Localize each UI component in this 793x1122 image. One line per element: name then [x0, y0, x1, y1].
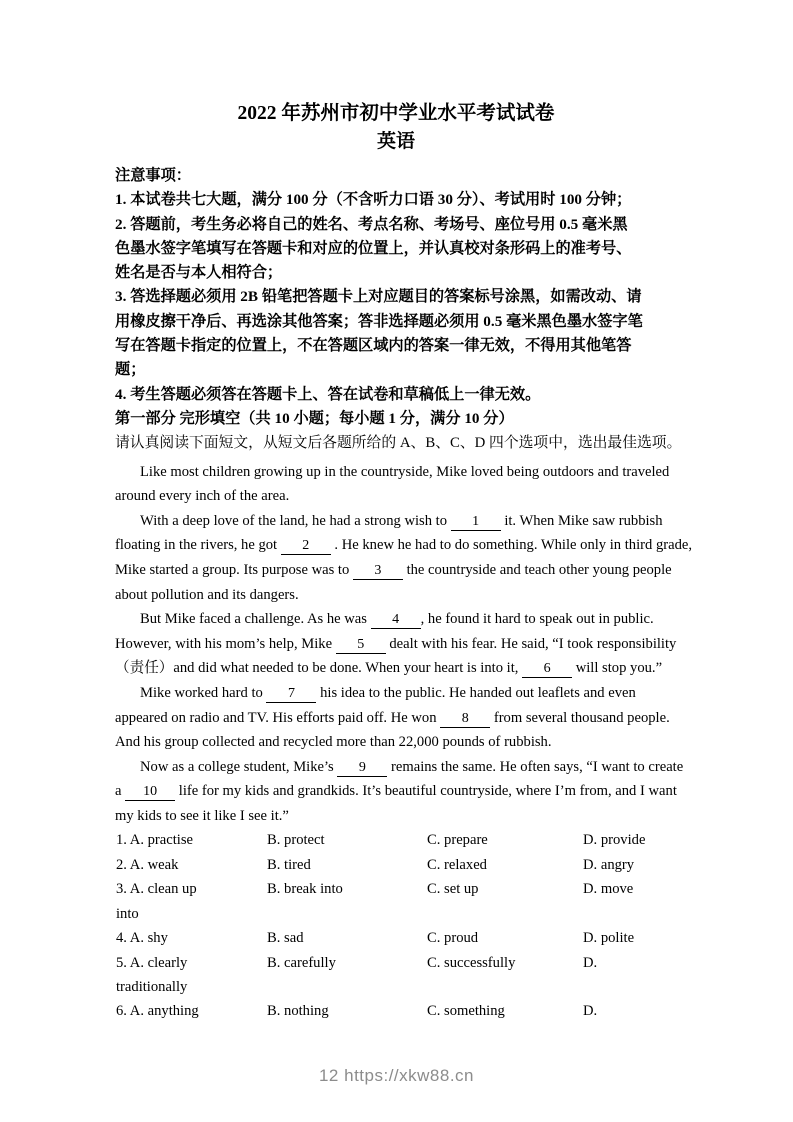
passage-line: floating in the rivers, he got 2 . He knew he had to do something. While only in third grade,	[115, 537, 693, 554]
option-overflow: traditionally	[116, 978, 188, 995]
cloze-blank-8: 8	[440, 711, 490, 728]
option-row	[116, 951, 677, 975]
section-heading: 第一部分 完形填空（共 10 小题；每小题 1 分，满分 10 分）	[115, 409, 514, 427]
option-row	[116, 926, 677, 950]
cloze-blank-1: 1	[451, 514, 501, 531]
option-cell: B. tired	[267, 856, 311, 873]
option-cell: B. nothing	[267, 1003, 329, 1020]
option-cell: D. move	[583, 881, 634, 898]
cloze-blank-5: 5	[336, 637, 386, 654]
notice-line: 1. 本试卷共七大题，满分 100 分（不含听力口语 30 分）、考试用时 100 分钟；	[115, 191, 632, 209]
notice-line: 2. 答题前，考生务必将自己的姓名、考点名称、考场号、座位号用 0.5 毫米黑	[115, 215, 628, 233]
passage-line: around every inch of the area.	[115, 488, 290, 505]
option-cell: 2. A. weak	[116, 856, 179, 873]
passage-line: Mike started a group. Its purpose was to 3 the countryside and teach other young people	[115, 561, 672, 578]
passage-line: With a deep love of the land, he had a strong wish to 1 it. When Mike saw rubbish	[140, 512, 663, 529]
footer-url: https://xkw88.cn	[344, 1066, 475, 1085]
passage-line: （责任）and did what needed to be done. When your heart is into it, 6 will stop you.”	[115, 660, 663, 677]
option-cell: D. polite	[583, 930, 635, 947]
passage-line: Like most children growing up in the countryside, Mike loved being outdoors and traveled	[140, 463, 670, 480]
option-row	[116, 999, 677, 1023]
cloze-blank-4: 4	[371, 612, 421, 629]
option-cell: D.	[583, 1003, 598, 1020]
option-cell: D. angry	[583, 856, 635, 873]
cloze-blank-2: 2	[281, 538, 331, 555]
passage-line: my kids to see it like I see it.”	[115, 807, 289, 824]
notice-line: 姓名是否与本人相符合；	[115, 264, 283, 282]
notice-line: 写在答题卡指定的位置上，不在答题区域内的答案一律无效，不得用其他笔答	[115, 337, 632, 355]
option-cell: 6. A. anything	[116, 1003, 199, 1020]
page-number: 12	[318, 1066, 339, 1085]
notice-lines	[115, 188, 677, 407]
option-cell: 1. A. practise	[116, 832, 194, 849]
notice-line: 3. 答选择题必须用 2B 铅笔把答题卡上对应题目的答案标号涂黑，如需改动、请	[115, 288, 642, 306]
cloze-blank-7: 7	[266, 686, 316, 703]
option-cell: 5. A. clearly	[116, 954, 188, 971]
options-list	[115, 828, 677, 1023]
passage-line: However, with his mom’s help, Mike 5 dealt with his fear. He said, “I took responsibility	[115, 635, 677, 652]
notice-section	[115, 164, 677, 407]
notice-line: 题；	[115, 361, 146, 379]
passage-line: Now as a college student, Mike’s 9 remains the same. He often says, “I want to create	[140, 758, 684, 775]
option-row	[116, 853, 677, 877]
cloze-blank-3: 3	[353, 563, 403, 580]
passage-line: a 10 life for my kids and grandkids. It’s beautiful countryside, where I’m from, and I want	[115, 783, 677, 800]
option-cell: 3. A. clean up	[116, 881, 197, 898]
option-overflow: into	[116, 905, 139, 922]
notice-heading: 注意事项：	[115, 167, 191, 184]
option-cell: B. sad	[267, 930, 304, 947]
option-cell: D.	[583, 954, 598, 971]
passage-line: appeared on radio and TV. His efforts paid off. He won 8 from several thousand people.	[115, 709, 670, 726]
cloze-blank-10: 10	[125, 784, 175, 801]
cloze-blank-9: 9	[337, 760, 387, 777]
cloze-passage	[115, 460, 693, 829]
option-row	[116, 828, 677, 852]
option-cell: B. protect	[267, 832, 325, 849]
page-subject: 英语	[376, 131, 415, 152]
passage-line: And his group collected and recycled more than 22,000 pounds of rubbish.	[115, 734, 552, 751]
notice-line: 用橡皮擦干净后、再选涂其他答案；答非选择题必须用 0.5 毫米黑色墨水签字笔	[115, 312, 643, 330]
option-cell: C. relaxed	[427, 856, 487, 873]
notice-line: 色墨水签字笔填写在答题卡和对应的位置上，并认真校对条形码上的准考号、	[115, 239, 632, 257]
section-instruction: 请认真阅读下面短文，从短文后各题所给的 A、B、C、D 四个选项中，选出最佳选项。	[115, 435, 682, 452]
page-footer	[0, 1066, 793, 1086]
option-cell: C. successfully	[427, 954, 516, 971]
option-cell: C. set up	[427, 881, 479, 898]
option-cell: D. provide	[583, 832, 646, 849]
option-cell: 4. A. shy	[116, 930, 168, 947]
option-cell: C. proud	[427, 930, 479, 947]
option-cell: C. prepare	[427, 832, 488, 849]
notice-line: 4. 考生答题必须答在答题卡上、答在试卷和草稿低上一律无效。	[115, 385, 541, 403]
option-cell: C. something	[427, 1003, 505, 1020]
option-cell: B. break into	[267, 881, 343, 898]
passage-line: about pollution and its dangers.	[115, 586, 299, 603]
passage-line: Mike worked hard to 7 his idea to the public. He handed out leaflets and even	[140, 684, 636, 701]
cloze-blank-6: 6	[522, 661, 572, 678]
page-title: 2022 年苏州市初中学业水平考试试卷	[237, 103, 555, 124]
passage-line: But Mike faced a challenge. As he was 4 , he found it hard to speak out in public.	[140, 611, 654, 628]
option-row	[116, 877, 677, 901]
option-cell: B. carefully	[267, 954, 336, 971]
